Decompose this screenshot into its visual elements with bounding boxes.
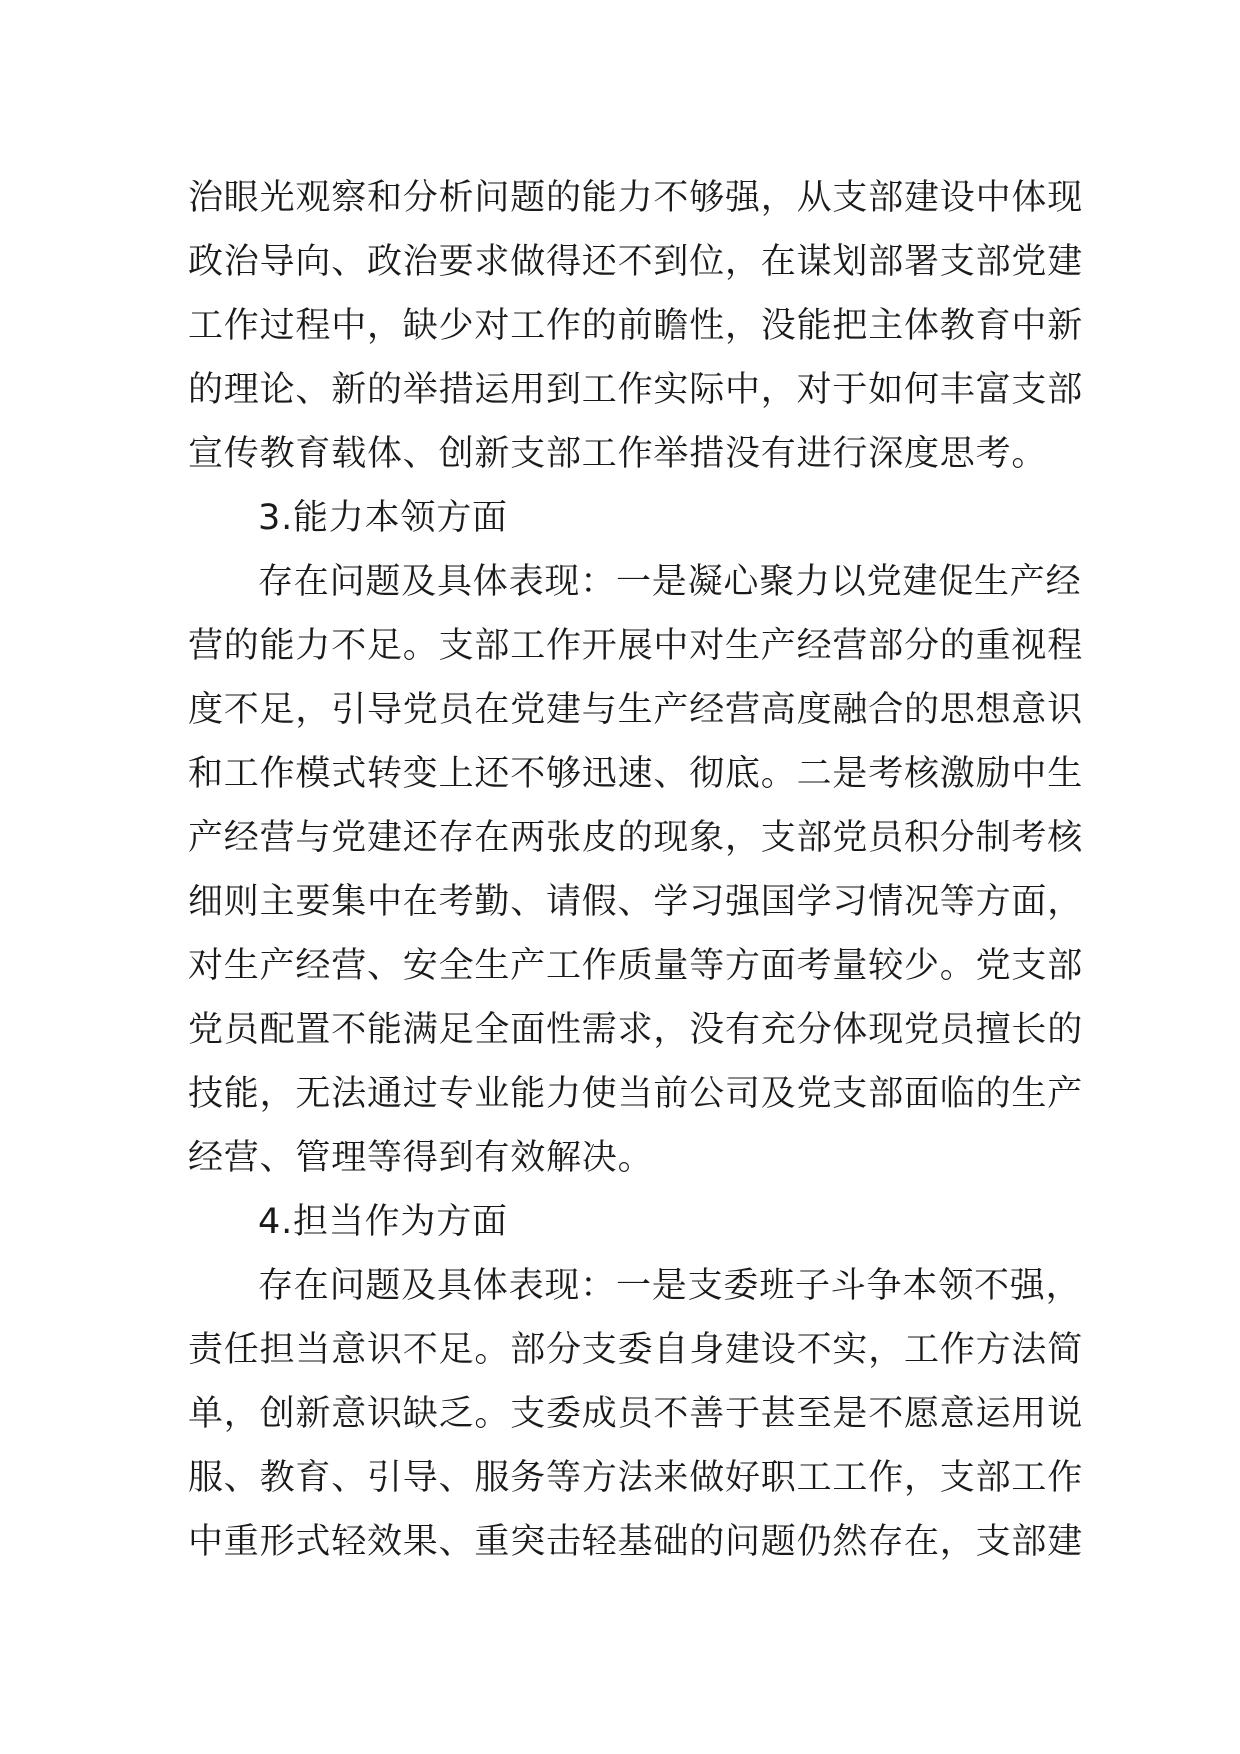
paragraph-line: 服、教育、引导、服务等方法来做好职工工作，支部工作: [188, 1458, 1084, 1498]
paragraph-line: 对生产经营、安全生产工作质量等方面考量较少。党支部: [188, 946, 1084, 986]
section-heading-responsibility: 4.担当作为方面: [258, 1202, 508, 1242]
paragraph-line: 存在问题及具体表现：一是支委班子斗争本领不强，: [258, 1266, 1082, 1306]
paragraph-line: 工作过程中，缺少对工作的前瞻性，没能把主体教育中新: [188, 306, 1084, 346]
paragraph-line: 党员配置不能满足全面性需求，没有充分体现党员擅长的: [188, 1010, 1084, 1050]
paragraph-line: 治眼光观察和分析问题的能力不够强，从支部建设中体现: [188, 178, 1084, 218]
paragraph-line: 细则主要集中在考勤、请假、学习强国学习情况等方面，: [188, 882, 1084, 922]
paragraph-line: 的理论、新的举措运用到工作实际中，对于如何丰富支部: [188, 370, 1084, 410]
paragraph-line: 度不足，引导党员在党建与生产经营高度融合的思想意识: [188, 690, 1084, 730]
paragraph-line: 单，创新意识缺乏。支委成员不善于甚至是不愿意运用说: [188, 1394, 1084, 1434]
section-heading-ability: 3.能力本领方面: [258, 498, 508, 538]
paragraph-line: 和工作模式转变上还不够迅速、彻底。二是考核激励中生: [188, 754, 1084, 794]
paragraph-line: 存在问题及具体表现：一是凝心聚力以党建促生产经: [258, 562, 1082, 602]
paragraph-line: 技能，无法通过专业能力使当前公司及党支部面临的生产: [188, 1074, 1084, 1114]
paragraph-line: 宣传教育载体、创新支部工作举措没有进行深度思考。: [188, 434, 1048, 474]
paragraph-line: 营的能力不足。支部工作开展中对生产经营部分的重视程: [188, 626, 1084, 666]
paragraph-line: 产经营与党建还存在两张皮的现象，支部党员积分制考核: [188, 818, 1084, 858]
document-body: [188, 166, 1084, 1574]
paragraph-line: 政治导向、政治要求做得还不到位，在谋划部署支部党建: [188, 242, 1084, 282]
paragraph-line: 中重形式轻效果、重突击轻基础的问题仍然存在，支部建: [188, 1522, 1084, 1562]
paragraph-line: 经营、管理等得到有效解决。: [188, 1138, 654, 1178]
paragraph-line: 责任担当意识不足。部分支委自身建设不实，工作方法简: [188, 1330, 1084, 1370]
